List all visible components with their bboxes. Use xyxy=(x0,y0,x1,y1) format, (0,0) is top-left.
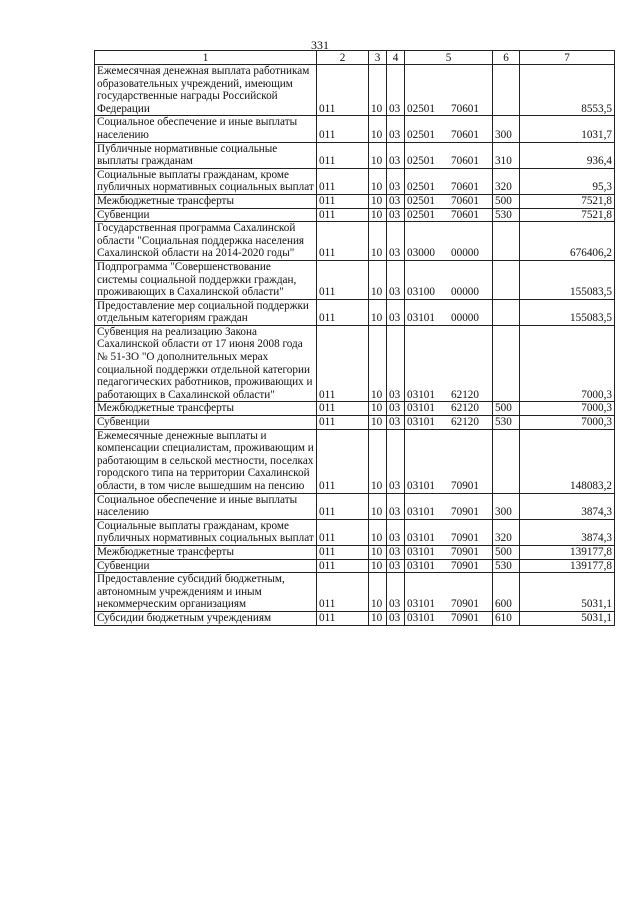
item-code: 70901 xyxy=(451,480,479,492)
ministry-code-cell: 011 xyxy=(317,65,369,116)
item-code: 70901 xyxy=(451,598,479,611)
table-row xyxy=(95,208,615,222)
expense-type-cell xyxy=(493,325,520,402)
column-header: 4 xyxy=(387,51,405,65)
program-code: 03101 xyxy=(407,506,435,519)
amount-cell: 7000,3 xyxy=(520,325,615,402)
amount-cell: 139177,8 xyxy=(520,559,615,573)
table-row xyxy=(95,116,615,142)
column-header: 5 xyxy=(405,51,493,65)
section-code-cell: 10 xyxy=(369,402,387,416)
item-code: 70901 xyxy=(451,545,479,558)
table-row xyxy=(95,493,615,519)
amount-cell: 5031,1 xyxy=(520,573,615,612)
section-code-cell: 10 xyxy=(369,260,387,299)
table-row xyxy=(95,429,615,493)
target-item-cell xyxy=(405,545,493,559)
table-row xyxy=(95,545,615,559)
expense-type-cell: 500 xyxy=(493,545,520,559)
program-code: 03101 xyxy=(407,388,435,401)
expense-type-cell: 310 xyxy=(493,142,520,168)
expense-type-cell: 530 xyxy=(493,559,520,573)
target-item-cell xyxy=(405,260,493,299)
target-item-cell xyxy=(405,142,493,168)
row-name-cell: Публичные нормативные социальные выплаты гражданам xyxy=(95,142,317,168)
table-row xyxy=(95,559,615,573)
subsection-code-cell: 03 xyxy=(387,142,405,168)
subsection-code-cell: 03 xyxy=(387,65,405,116)
target-item-cell xyxy=(405,573,493,612)
section-code-cell: 10 xyxy=(369,429,387,493)
row-name-cell: Межбюджетные трансферты xyxy=(95,402,317,416)
program-code: 03101 xyxy=(407,532,435,545)
section-code-cell: 10 xyxy=(369,573,387,612)
column-header: 1 xyxy=(95,51,317,65)
row-name-cell: Государственная программа Сахалинской области "Социальная поддержка населения Сахалинской области на 2014-2020 годы" xyxy=(95,222,317,261)
ministry-code-cell: 011 xyxy=(317,573,369,612)
ministry-code-cell: 011 xyxy=(317,194,369,208)
table-row xyxy=(95,299,615,325)
program-code: 03101 xyxy=(407,545,435,558)
page-number: 331 xyxy=(311,38,329,52)
ministry-code-cell: 011 xyxy=(317,142,369,168)
row-name-cell: Субсидии бюджетным учреждениям xyxy=(95,611,317,625)
program-code: 03101 xyxy=(407,598,435,611)
subsection-code-cell: 03 xyxy=(387,402,405,416)
row-name-cell: Предоставление субсидий бюджетным, автономным учреждениям и иным некоммерческим организациям xyxy=(95,573,317,612)
program-code: 03101 xyxy=(407,416,435,429)
expense-type-cell: 300 xyxy=(493,116,520,142)
expense-type-cell: 610 xyxy=(493,611,520,625)
ministry-code-cell: 011 xyxy=(317,493,369,519)
subsection-code-cell: 03 xyxy=(387,429,405,493)
section-code-cell: 10 xyxy=(369,194,387,208)
section-code-cell: 10 xyxy=(369,168,387,194)
subsection-code-cell: 03 xyxy=(387,299,405,325)
item-code: 62120 xyxy=(451,388,479,401)
item-code: 70601 xyxy=(451,128,479,141)
program-code: 03100 xyxy=(407,286,435,299)
subsection-code-cell: 03 xyxy=(387,222,405,261)
program-code: 02501 xyxy=(407,208,435,221)
amount-cell: 139177,8 xyxy=(520,545,615,559)
row-name-cell: Субвенции xyxy=(95,416,317,430)
row-name-cell: Социальные выплаты гражданам, кроме публичных нормативных социальных выплат xyxy=(95,519,317,545)
table-row xyxy=(95,222,615,261)
table-row xyxy=(95,519,615,545)
target-item-cell xyxy=(405,519,493,545)
target-item-cell xyxy=(405,222,493,261)
row-name-cell: Подпрограмма "Совершенствование системы социальной поддержки граждан, проживающих в Сахалинской области" xyxy=(95,260,317,299)
section-code-cell: 10 xyxy=(369,611,387,625)
table-row xyxy=(95,65,615,116)
row-name-cell: Межбюджетные трансферты xyxy=(95,545,317,559)
row-name-cell: Субвенция на реализацию Закона Сахалинской области от 17 июня 2008 года № 51-ЗО "О дополнительных мерах социальной поддержки отдельной категории педагогических работников, проживающих и работающих в Сахалинской области" xyxy=(95,325,317,402)
row-name-cell: Предоставление мер социальной поддержки отдельным категориям граждан xyxy=(95,299,317,325)
expense-type-cell xyxy=(493,222,520,261)
section-code-cell: 10 xyxy=(369,493,387,519)
item-code: 70901 xyxy=(451,506,479,519)
ministry-code-cell: 011 xyxy=(317,260,369,299)
target-item-cell xyxy=(405,116,493,142)
row-name-cell: Социальное обеспечение и иные выплаты населению xyxy=(95,493,317,519)
table-row xyxy=(95,142,615,168)
subsection-code-cell: 03 xyxy=(387,194,405,208)
row-name-cell: Субвенции xyxy=(95,208,317,222)
amount-cell: 3874,3 xyxy=(520,493,615,519)
program-code: 03101 xyxy=(407,611,435,624)
expense-type-cell: 320 xyxy=(493,519,520,545)
table-row xyxy=(95,260,615,299)
expense-type-cell: 500 xyxy=(493,194,520,208)
ministry-code-cell: 011 xyxy=(317,402,369,416)
target-item-cell xyxy=(405,559,493,573)
row-name-cell: Социальное обеспечение и иные выплаты населению xyxy=(95,116,317,142)
section-code-cell: 10 xyxy=(369,559,387,573)
section-code-cell: 10 xyxy=(369,65,387,116)
budget-table xyxy=(94,50,615,626)
table-row xyxy=(95,168,615,194)
row-name-cell: Социальные выплаты гражданам, кроме публичных нормативных социальных выплат xyxy=(95,168,317,194)
program-code: 02501 xyxy=(407,102,435,115)
item-code: 70601 xyxy=(451,102,479,115)
subsection-code-cell: 03 xyxy=(387,208,405,222)
table-row xyxy=(95,416,615,430)
subsection-code-cell: 03 xyxy=(387,573,405,612)
program-code: 02501 xyxy=(407,155,435,168)
ministry-code-cell: 011 xyxy=(317,168,369,194)
ministry-code-cell: 011 xyxy=(317,299,369,325)
item-code: 70601 xyxy=(451,194,479,207)
amount-cell: 155083,5 xyxy=(520,299,615,325)
subsection-code-cell: 03 xyxy=(387,559,405,573)
amount-cell: 7000,3 xyxy=(520,416,615,430)
program-code: 03101 xyxy=(407,312,435,325)
ministry-code-cell: 011 xyxy=(317,222,369,261)
subsection-code-cell: 03 xyxy=(387,416,405,430)
column-header: 3 xyxy=(369,51,387,65)
row-name-cell: Ежемесячная денежная выплата работникам образовательных учреждений, имеющим государственные награды Российской Федерации xyxy=(95,65,317,116)
expense-type-cell: 600 xyxy=(493,573,520,612)
section-code-cell: 10 xyxy=(369,416,387,430)
subsection-code-cell: 03 xyxy=(387,493,405,519)
target-item-cell xyxy=(405,402,493,416)
ministry-code-cell: 011 xyxy=(317,116,369,142)
expense-type-cell xyxy=(493,429,520,493)
row-name-cell: Ежемесячные денежные выплаты и компенсации специалистам, проживающим и работающим в сельской местности, поселках городского типа на территории Сахалинской области, в том числе вышедшим на пенсию xyxy=(95,429,317,493)
ministry-code-cell: 011 xyxy=(317,545,369,559)
item-code: 70901 xyxy=(451,611,479,624)
ministry-code-cell: 011 xyxy=(317,559,369,573)
header-row xyxy=(95,51,615,65)
amount-cell: 1031,7 xyxy=(520,116,615,142)
program-code: 02501 xyxy=(407,128,435,141)
expense-type-cell: 530 xyxy=(493,208,520,222)
program-code: 02501 xyxy=(407,181,435,194)
amount-cell: 5031,1 xyxy=(520,611,615,625)
section-code-cell: 10 xyxy=(369,208,387,222)
column-header: 6 xyxy=(493,51,520,65)
column-header: 7 xyxy=(520,51,615,65)
item-code: 70601 xyxy=(451,208,479,221)
target-item-cell xyxy=(405,208,493,222)
subsection-code-cell: 03 xyxy=(387,325,405,402)
section-code-cell: 10 xyxy=(369,116,387,142)
amount-cell: 148083,2 xyxy=(520,429,615,493)
expense-type-cell: 320 xyxy=(493,168,520,194)
section-code-cell: 10 xyxy=(369,222,387,261)
amount-cell: 7521,8 xyxy=(520,208,615,222)
subsection-code-cell: 03 xyxy=(387,611,405,625)
amount-cell: 8553,5 xyxy=(520,65,615,116)
subsection-code-cell: 03 xyxy=(387,168,405,194)
ministry-code-cell: 011 xyxy=(317,208,369,222)
program-code: 03000 xyxy=(407,247,435,260)
expense-type-cell xyxy=(493,65,520,116)
item-code: 62120 xyxy=(451,416,479,429)
item-code: 00000 xyxy=(451,247,479,260)
expense-type-cell xyxy=(493,299,520,325)
ministry-code-cell: 011 xyxy=(317,611,369,625)
program-code: 02501 xyxy=(407,194,435,207)
program-code: 03101 xyxy=(407,402,435,415)
target-item-cell xyxy=(405,429,493,493)
table-row xyxy=(95,402,615,416)
item-code: 62120 xyxy=(451,402,479,415)
subsection-code-cell: 03 xyxy=(387,260,405,299)
amount-cell: 3874,3 xyxy=(520,519,615,545)
subsection-code-cell: 03 xyxy=(387,519,405,545)
subsection-code-cell: 03 xyxy=(387,545,405,559)
ministry-code-cell: 011 xyxy=(317,416,369,430)
item-code: 70601 xyxy=(451,181,479,194)
expense-type-cell: 500 xyxy=(493,402,520,416)
section-code-cell: 10 xyxy=(369,142,387,168)
amount-cell: 676406,2 xyxy=(520,222,615,261)
section-code-cell: 10 xyxy=(369,325,387,402)
table-row xyxy=(95,194,615,208)
target-item-cell xyxy=(405,194,493,208)
target-item-cell xyxy=(405,168,493,194)
amount-cell: 7521,8 xyxy=(520,194,615,208)
target-item-cell xyxy=(405,493,493,519)
item-code: 70901 xyxy=(451,532,479,545)
ministry-code-cell: 011 xyxy=(317,325,369,402)
table-row xyxy=(95,325,615,402)
expense-type-cell xyxy=(493,260,520,299)
section-code-cell: 10 xyxy=(369,545,387,559)
item-code: 70901 xyxy=(451,559,479,572)
target-item-cell xyxy=(405,611,493,625)
table-row xyxy=(95,611,615,625)
amount-cell: 155083,5 xyxy=(520,260,615,299)
amount-cell: 95,3 xyxy=(520,168,615,194)
section-code-cell: 10 xyxy=(369,299,387,325)
table-row xyxy=(95,573,615,612)
row-name-cell: Субвенции xyxy=(95,559,317,573)
amount-cell: 7000,3 xyxy=(520,402,615,416)
expense-type-cell: 300 xyxy=(493,493,520,519)
program-code: 03101 xyxy=(407,480,435,492)
section-code-cell: 10 xyxy=(369,519,387,545)
column-header: 2 xyxy=(317,51,369,65)
row-name-cell: Межбюджетные трансферты xyxy=(95,194,317,208)
target-item-cell xyxy=(405,65,493,116)
item-code: 00000 xyxy=(451,312,479,325)
target-item-cell xyxy=(405,416,493,430)
item-code: 70601 xyxy=(451,155,479,168)
amount-cell: 936,4 xyxy=(520,142,615,168)
program-code: 03101 xyxy=(407,559,435,572)
target-item-cell xyxy=(405,299,493,325)
target-item-cell xyxy=(405,325,493,402)
item-code: 00000 xyxy=(451,286,479,299)
subsection-code-cell: 03 xyxy=(387,116,405,142)
ministry-code-cell: 011 xyxy=(317,429,369,493)
ministry-code-cell: 011 xyxy=(317,519,369,545)
expense-type-cell: 530 xyxy=(493,416,520,430)
